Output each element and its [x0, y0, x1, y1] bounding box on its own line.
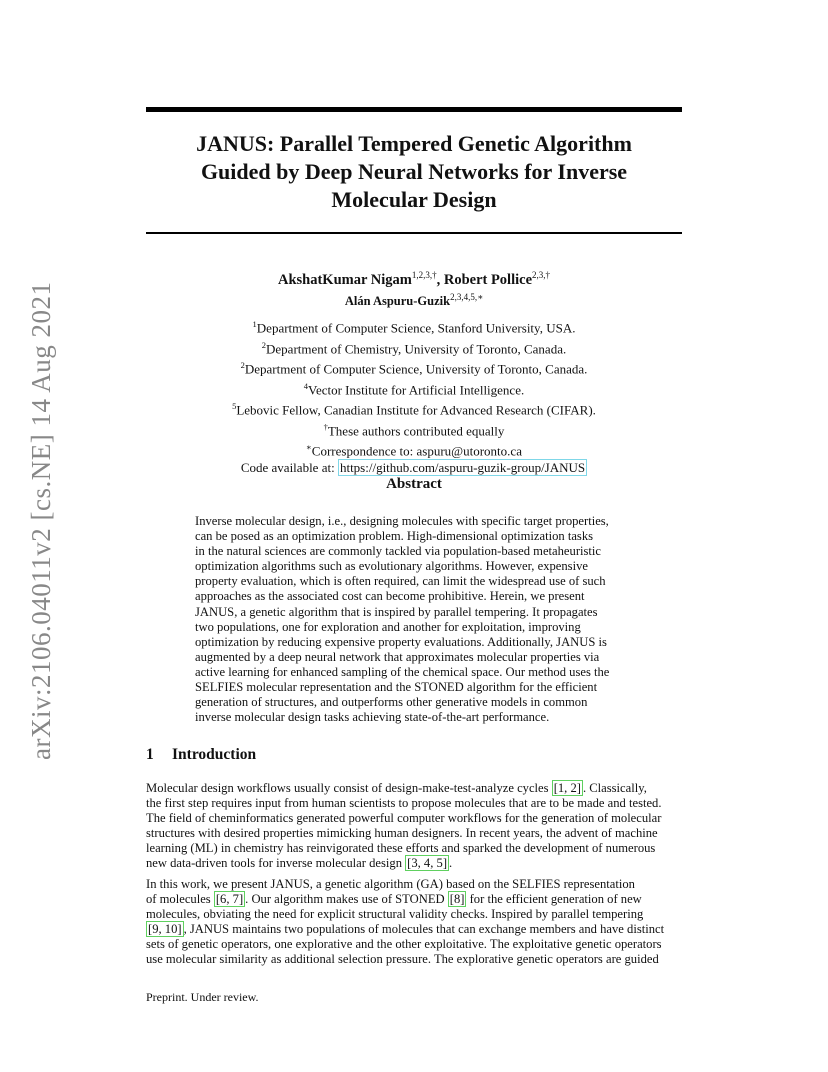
- intro-paragraph-2: [146, 877, 686, 968]
- affil-marker: 4: [303, 380, 308, 391]
- abstract-line: SELFIES molecular representation and the STONED algorithm for the efficient: [195, 680, 598, 695]
- abstract-line: approaches as the associated cost can become prohibitive. Herein, we present: [195, 589, 585, 604]
- author-name: Alán Aspuru-Guzik: [344, 293, 451, 308]
- author-affil-sup: 1,2,3,†: [411, 270, 437, 280]
- title-line: Molecular Design: [331, 187, 497, 212]
- affiliation-line: [146, 378, 682, 399]
- abstract-line: generation of structures, and outperforms other generative models in common: [195, 695, 588, 710]
- affiliation-line: [146, 357, 682, 378]
- text-run: , JANUS maintains two populations of molecules that can exchange members and have distinct: [183, 922, 665, 937]
- text-run: .: [449, 856, 453, 871]
- affil-text: Lebovic Fellow, Canadian Institute for Advanced Research (CIFAR).: [236, 402, 596, 418]
- body-line: structures with desired properties mimicking human designers. In recent years, the advent of machine: [146, 826, 658, 841]
- author-line: [146, 289, 682, 309]
- author-affil-sup: 2,3,†: [532, 270, 551, 280]
- body-line: use molecular similarity as additional selection pressure. The explorative genetic operators are guided: [146, 952, 659, 967]
- affil-marker: 2: [240, 360, 245, 371]
- text-run: . Classically,: [582, 781, 647, 795]
- citation-link[interactable]: [9, 10]: [148, 922, 182, 937]
- affil-text: Department of Chemistry, University of Toronto, Canada.: [266, 340, 567, 356]
- citation-link[interactable]: [6, 7]: [215, 892, 244, 907]
- affiliation-line: [146, 398, 682, 419]
- author-line: [146, 266, 682, 289]
- abstract-line: augmented by a deep neural network that approximates molecular properties via: [195, 649, 600, 664]
- body-line: the first step requires input from human scientists to propose molecules that are to be made and tested.: [146, 796, 662, 811]
- body-line: learning (ML) in chemistry has reinvigorated these efforts and sparked the development of numerous: [146, 841, 656, 856]
- author-block: [146, 266, 682, 309]
- arxiv-sidebar-identifier: arXiv:2106.04011v2 [cs.NE] 14 Aug 2021: [26, 281, 56, 760]
- affiliation-line: [146, 337, 682, 358]
- affiliations: [146, 316, 682, 476]
- body-line: molecules, obviating the need for explicit structural validity checks. Inspired by parallel tempering: [146, 907, 644, 922]
- paper-title: [146, 130, 682, 214]
- body-line: sets of genetic operators, one explorative and the other exploitative. The exploitative genetic operators: [146, 937, 662, 952]
- text-run: for the efficient generation of new: [466, 892, 642, 907]
- body-line: [146, 856, 686, 871]
- body-line: In this work, we present JANUS, a genetic algorithm (GA) based on the SELFIES representation: [146, 877, 635, 891]
- abstract-line: active learning for enhanced sampling of the chemical space. Our method uses the: [195, 664, 610, 679]
- affiliation-line: [146, 316, 682, 337]
- affil-marker: 1: [252, 319, 257, 329]
- intro-paragraph-1: [146, 781, 686, 872]
- abstract-line: JANUS, a genetic algorithm that is inspired by parallel tempering. It propagates: [195, 604, 598, 619]
- author-affil-sup: 2,3,4,5,∗: [450, 291, 484, 302]
- title-top-rule: [146, 107, 682, 112]
- affiliation-line: [146, 439, 682, 460]
- affil-text: These authors contributed equally: [327, 422, 505, 438]
- affil-text: Vector Institute for Artificial Intelligence.: [308, 381, 525, 397]
- text-run: Molecular design workflows usually consist of design-make-test-analyze cycles: [146, 781, 552, 795]
- code-label: Code available at:: [240, 459, 338, 475]
- title-bottom-rule: [146, 232, 682, 234]
- abstract-heading: Abstract: [386, 476, 442, 492]
- author-separator: ,: [436, 271, 444, 288]
- abstract-line: can be posed as an optimization problem. High-dimensional optimization tasks: [195, 529, 594, 544]
- author-name: Robert Pollice: [443, 271, 533, 288]
- title-line: JANUS: Parallel Tempered Genetic Algorithm: [196, 131, 632, 156]
- title-line: Guided by Deep Neural Networks for Inverse: [200, 159, 628, 184]
- affil-text: Department of Computer Science, University of Toronto, Canada.: [244, 361, 588, 377]
- preprint-footer: Preprint. Under review.: [146, 990, 259, 1004]
- text-run: new data-driven tools for inverse molecular design: [146, 856, 406, 871]
- abstract-line: optimization by reducing expensive property evaluations. Additionally, JANUS is: [195, 634, 607, 649]
- affil-marker: †: [323, 421, 328, 432]
- affil-marker: 2: [261, 339, 267, 350]
- text-run: of molecules: [146, 892, 214, 907]
- affiliation-line: [146, 419, 682, 440]
- section-title: Introduction: [172, 746, 257, 763]
- abstract-line: two populations, one for exploration and another for exploitation, improving: [195, 619, 581, 634]
- text-run: . Our algorithm makes use of STONED: [245, 892, 448, 907]
- abstract-line: property evaluation, which is often required, can limit the widespread use of such: [195, 574, 606, 589]
- body-line: [146, 922, 686, 937]
- citation-link[interactable]: [1, 2]: [553, 781, 581, 795]
- citation-link[interactable]: [8]: [449, 892, 465, 907]
- code-availability-line: [146, 460, 682, 476]
- abstract-line: Inverse molecular design, i.e., designing molecules with specific target properties,: [195, 514, 609, 528]
- affil-text: Correspondence to: aspuru@utoronto.ca: [311, 443, 522, 459]
- affil-marker: ∗: [306, 442, 312, 453]
- abstract-line: optimization algorithms such as evolutionary algorithms. However, expensive: [195, 559, 588, 574]
- affil-text: Department of Computer Science, Stanford University, USA.: [256, 320, 576, 336]
- abstract-line: in the natural sciences are commonly tackled via population-based metaheuristic: [195, 544, 602, 559]
- body-line: The field of cheminformatics generated powerful computer workflows for the generation of molecular: [146, 811, 662, 826]
- citation-link[interactable]: [3, 4, 5]: [407, 856, 448, 871]
- section-heading: [146, 746, 256, 764]
- abstract-body: [195, 514, 635, 725]
- github-link[interactable]: https://github.com/aspuru-guzik-group/JANUS: [339, 459, 586, 475]
- body-line: [146, 892, 686, 907]
- body-line: [146, 781, 686, 796]
- affil-marker: 5: [232, 401, 237, 412]
- abstract-line: inverse molecular design tasks achieving state-of-the-art performance.: [195, 710, 550, 725]
- section-number: 1: [146, 746, 154, 763]
- author-name: AkshatKumar Nigam: [277, 271, 412, 288]
